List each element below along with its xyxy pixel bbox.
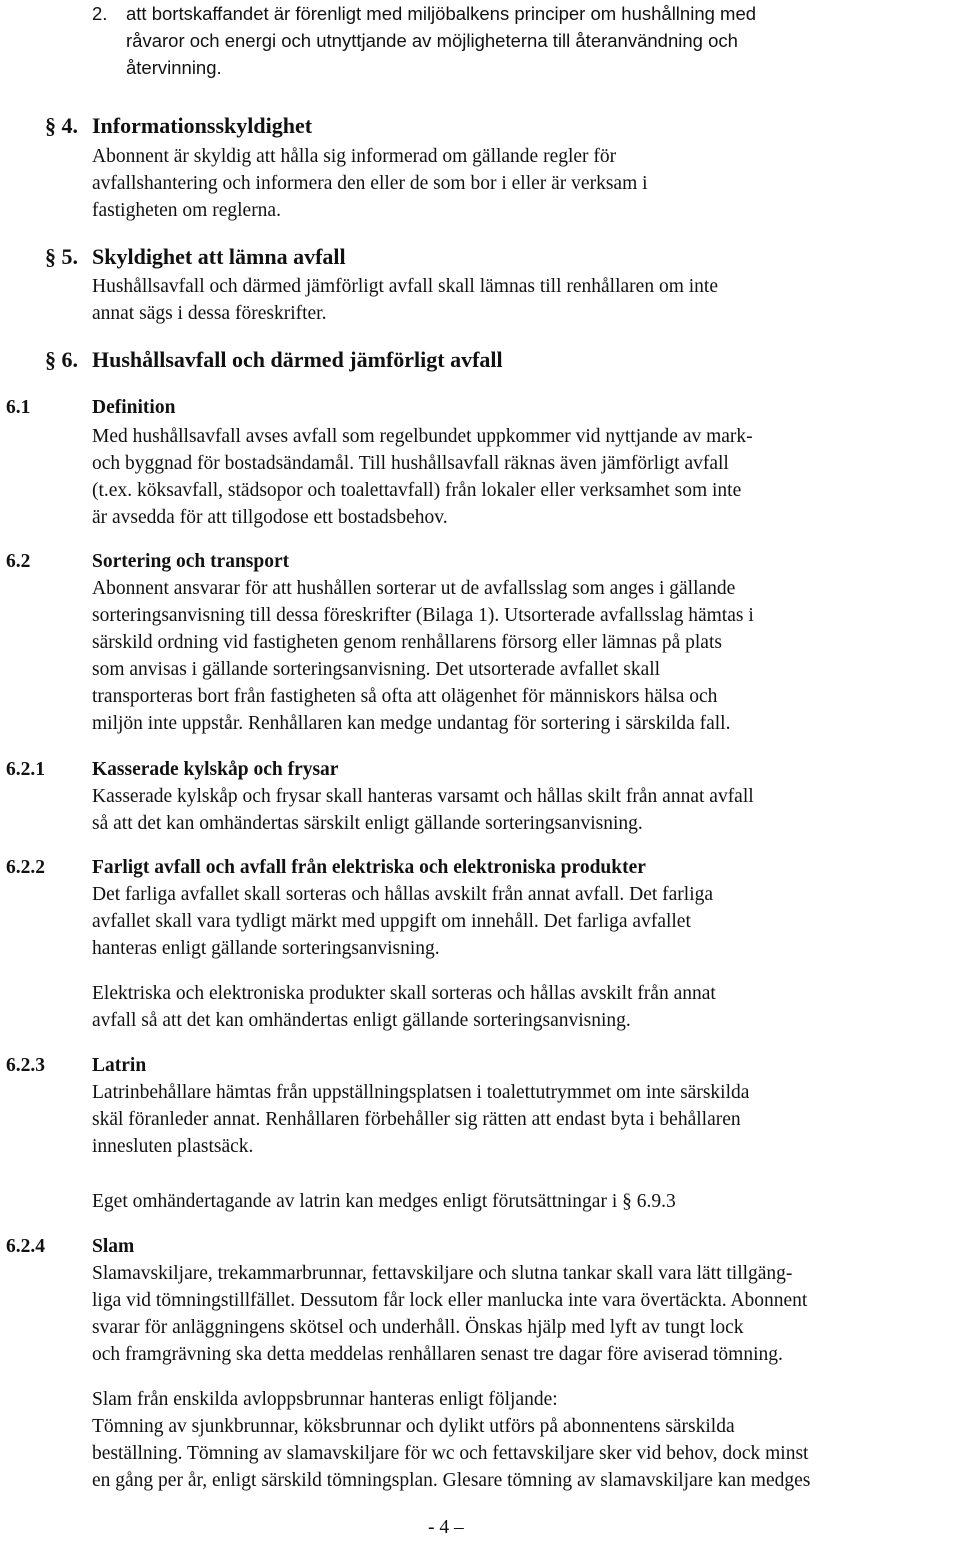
paragraph-line: avfall så att det kan omhändertas enligt gällande sorteringsanvisning. xyxy=(92,1010,631,1031)
section-5-title: Skyldighet att lämna avfall xyxy=(92,244,346,269)
paragraph-line: innesluten plastsäck. xyxy=(92,1136,254,1157)
paragraph-line: så att det kan omhändertas särskilt enligt gällande sorteringsanvisning. xyxy=(92,813,643,834)
paragraph-line: Kasserade kylskåp och frysar skall hanteras varsamt och hållas skilt från annat avfall xyxy=(92,786,754,807)
paragraph-line: sorteringsanvisning till dessa föreskrifter (Bilaga 1). Utsorterade avfallsslag hämtas i xyxy=(92,605,754,626)
section-6-2-2-number: 6.2.2 xyxy=(6,857,45,878)
item-2-line: råvaror och energi och utnyttjande av möjligheterna till återanvändning och xyxy=(126,30,738,51)
section-6-2-number: 6.2 xyxy=(6,551,31,572)
paragraph-line: Slamavskiljare, trekammarbrunnar, fettavskiljare och slutna tankar skall vara lätt tillgäng- xyxy=(92,1263,793,1284)
section-6-title: Hushållsavfall och därmed jämförligt avfall xyxy=(92,347,503,372)
paragraph-line: miljön inte uppstår. Renhållaren kan medge undantag för sortering i särskilda fall. xyxy=(92,713,731,734)
page-number: - 4 – xyxy=(428,1517,464,1538)
paragraph-line: Latrinbehållare hämtas från uppställningsplatsen i toalettutrymmet om inte särskilda xyxy=(92,1082,750,1103)
paragraph-line: och byggnad för bostadsändamål. Till hushållsavfall räknas även jämförligt avfall xyxy=(92,453,729,474)
section-4-number: § 4. xyxy=(45,113,78,138)
paragraph-line: och framgrävning ska detta meddelas renhållaren senast tre dagar före aviserad tömning. xyxy=(92,1344,783,1365)
paragraph-line: Elektriska och elektroniska produkter skall sorteras och hållas avskilt från annat xyxy=(92,983,716,1004)
paragraph-line: som anvisas i gällande sorteringsanvisning. Det utsorterade avfallet skall xyxy=(92,659,661,680)
item-2-line: att bortskaffandet är förenligt med miljöbalkens principer om hushållning med xyxy=(126,3,757,24)
paragraph-line: avfallet skall vara tydligt märkt med uppgift om innehåll. Det farliga avfallet xyxy=(92,911,691,932)
section-6-2-3-title: Latrin xyxy=(92,1055,147,1076)
section-6-2-4-title: Slam xyxy=(92,1236,135,1257)
paragraph-line: liga vid tömningstillfället. Dessutom får lock eller manlucka inte vara övertäckta. Abonnent xyxy=(92,1290,808,1311)
paragraph-line: är avsedda för att tillgodose ett bostadsbehov. xyxy=(92,507,448,528)
item-2-line: återvinning. xyxy=(126,57,222,78)
paragraph-line: särskild ordning vid fastigheten genom renhållarens försorg eller lämnas på plats xyxy=(92,632,722,653)
paragraph-line: Tömning av sjunkbrunnar, köksbrunnar och dylikt utförs på abonnentens särskilda xyxy=(92,1416,735,1437)
paragraph-line: Slam från enskilda avloppsbrunnar hanteras enligt följande: xyxy=(92,1389,558,1410)
paragraph-line: Eget omhändertagande av latrin kan medges enligt förutsättningar i § 6.9.3 xyxy=(92,1191,676,1212)
paragraph-line: avfallshantering och informera den eller de som bor i eller är verksam i xyxy=(92,173,648,194)
section-6-2-1-number: 6.2.1 xyxy=(6,759,45,780)
paragraph-line: Med hushållsavfall avses avfall som regelbundet uppkommer vid nyttjande av mark- xyxy=(92,426,753,447)
paragraph-line: transporteras bort från fastigheten så ofta att olägenhet för människors hälsa och xyxy=(92,686,718,707)
paragraph-line: fastigheten om reglerna. xyxy=(92,200,281,221)
section-6-2-3-number: 6.2.3 xyxy=(6,1055,45,1076)
section-6-2-title: Sortering och transport xyxy=(92,551,290,572)
paragraph-line: Det farliga avfallet skall sorteras och hållas avskilt från annat avfall. Det farliga xyxy=(92,884,714,905)
paragraph-line: annat sägs i dessa föreskrifter. xyxy=(92,303,327,324)
section-4-title: Informationsskyldighet xyxy=(92,113,313,138)
section-6-1-title: Definition xyxy=(92,397,176,418)
section-6-2-1-title: Kasserade kylskåp och frysar xyxy=(92,759,339,780)
section-6-2-2-title: Farligt avfall och avfall från elektriska och elektroniska produkter xyxy=(92,857,646,878)
paragraph-line: Hushållsavfall och därmed jämförligt avfall skall lämnas till renhållaren om inte xyxy=(92,276,718,297)
paragraph-line: Abonnent ansvarar för att hushållen sorterar ut de avfallsslag som anges i gällande xyxy=(92,578,736,599)
paragraph-line: beställning. Tömning av slamavskiljare för wc och fettavskiljare sker vid behov, dock minst xyxy=(92,1443,809,1464)
paragraph-line: Abonnent är skyldig att hålla sig informerad om gällande regler för xyxy=(92,146,617,167)
section-6-1-number: 6.1 xyxy=(6,397,31,418)
item-2-number: 2. xyxy=(92,3,108,24)
paragraph-line: en gång per år, enligt särskild tömningsplan. Glesare tömning av slamavskiljare kan medges xyxy=(92,1470,811,1491)
paragraph-line: skäl föranleder annat. Renhållaren förbehåller sig rätten att endast byta i behållaren xyxy=(92,1109,741,1130)
paragraph-line: svarar för anläggningens skötsel och underhåll. Önskas hjälp med lyft av tungt lock xyxy=(92,1317,744,1338)
paragraph-line: (t.ex. köksavfall, städsopor och toalettavfall) från lokaler eller verksamhet som inte xyxy=(92,480,742,501)
section-6-number: § 6. xyxy=(45,347,78,372)
paragraph-line: hanteras enligt gällande sorteringsanvisning. xyxy=(92,938,440,959)
section-5-number: § 5. xyxy=(45,244,78,269)
section-6-2-4-number: 6.2.4 xyxy=(6,1236,45,1257)
